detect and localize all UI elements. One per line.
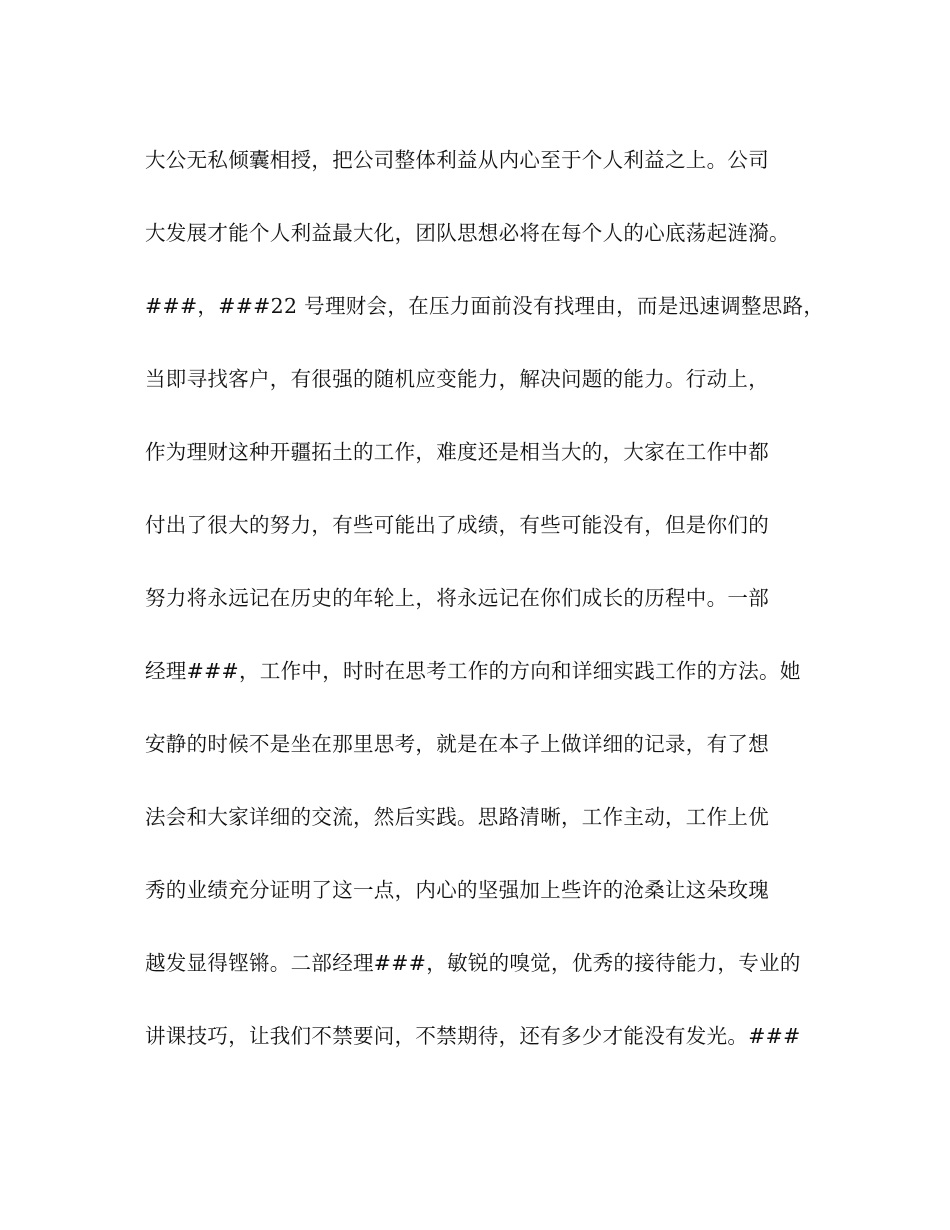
text-line: 安静的时候不是坐在那里思考，就是在本子上做详细的记录，有了想 — [145, 732, 769, 756]
text-line: 讲课技巧，让我们不禁要问，不禁期待，还有多少才能没有发光。### — [145, 1024, 801, 1048]
text-line: 大发展才能个人利益最大化，团队思想必将在每个人的心底荡起涟漪。 — [145, 221, 790, 245]
text-line: 当即寻找客户，有很强的随机应变能力，解决问题的能力。行动上， — [145, 367, 769, 391]
text-line: 努力将永远记在历史的年轮上，将永远记在你们成长的历程中。一部 — [145, 586, 769, 610]
text-line: 大公无私倾囊相授，把公司整体利益从内心至于个人利益之上。公司 — [145, 148, 769, 172]
text-line: 经理###，工作中，时时在思考工作的方向和详细实践工作的方法。她 — [145, 659, 801, 683]
text-line: ###，###22 号理财会，在压力面前没有找理由，而是迅速调整思路， — [145, 294, 825, 318]
text-line: 越发显得铿锵。二部经理###，敏锐的嗅觉，优秀的接待能力，专业的 — [145, 951, 801, 975]
text-line: 付出了很大的努力，有些可能出了成绩，有些可能没有，但是你们的 — [145, 513, 769, 537]
text-line: 作为理财这种开疆拓土的工作，难度还是相当大的，大家在工作中都 — [145, 440, 769, 464]
text-line: 秀的业绩充分证明了这一点，内心的坚强加上些许的沧桑让这朵玫瑰 — [145, 878, 769, 902]
text-line: 法会和大家详细的交流，然后实践。思路清晰，工作主动，工作上优 — [145, 805, 769, 829]
body-text — [145, 140, 825, 1089]
